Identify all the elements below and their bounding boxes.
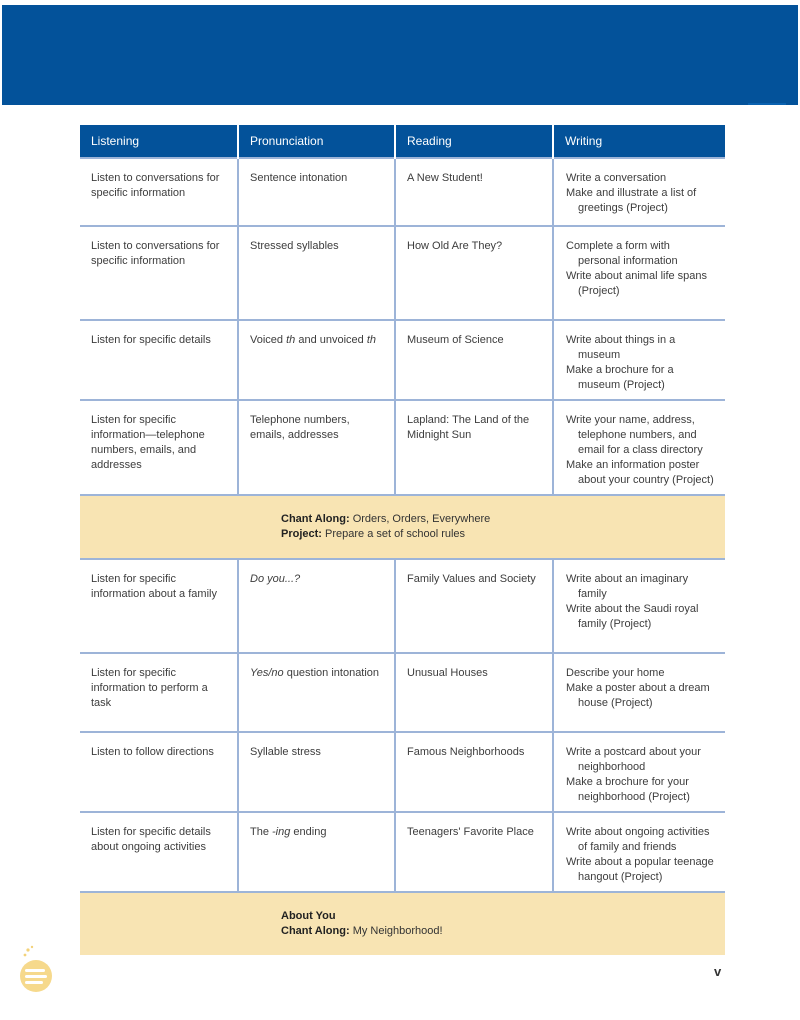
header-row xyxy=(80,125,725,158)
reading-cell: Family Values and Society xyxy=(395,559,553,653)
writing-item: Write a postcard about your neighborhood xyxy=(566,746,701,773)
writing-cell xyxy=(553,320,725,400)
writing-item: Make a brochure for a museum (Project) xyxy=(566,364,674,391)
header-listening: Listening xyxy=(80,125,238,158)
pronunciation-text: Do you...? xyxy=(250,573,301,585)
writing-item: Write about things in a museum xyxy=(566,334,676,361)
page-number: v xyxy=(714,964,722,979)
listening-cell: Listen for specific details about ongoing activities xyxy=(80,812,238,892)
pronunciation-text: Yes/no xyxy=(250,667,284,679)
table-row xyxy=(80,320,725,400)
publisher-logo-icon xyxy=(16,944,56,994)
band-line xyxy=(281,527,725,542)
pronunciation-text: ending xyxy=(290,826,327,838)
writing-item: Write a conversation xyxy=(566,172,667,184)
table-row xyxy=(80,653,725,732)
table-row xyxy=(80,559,725,653)
band-line xyxy=(281,909,725,924)
writing-cell xyxy=(553,653,725,732)
writing-cell xyxy=(553,400,725,495)
listening-cell: Listen to conversations for specific information xyxy=(80,158,238,226)
reading-cell: How Old Are They? xyxy=(395,226,553,320)
listening-cell: Listen for specific information to perform a task xyxy=(80,653,238,732)
writing-cell xyxy=(553,226,725,320)
pronunciation-text: th xyxy=(366,334,377,346)
about-you-band-content xyxy=(80,909,725,939)
project-label: Project: xyxy=(281,528,322,540)
pronunciation-cell xyxy=(238,812,395,892)
pronunciation-text: Syllable stress xyxy=(250,746,321,758)
table-row xyxy=(80,226,725,320)
top-banner xyxy=(2,5,798,105)
table-row xyxy=(80,158,725,226)
writing-item: Write about the Saudi royal family (Project) xyxy=(566,603,699,630)
writing-cell xyxy=(553,732,725,812)
writing-item: Write about a popular teenage hangout (Project) xyxy=(566,856,714,883)
table-row xyxy=(80,812,725,892)
pronunciation-text: question intonation xyxy=(283,667,380,679)
reading-cell: A New Student! xyxy=(395,158,553,226)
pronunciation-cell xyxy=(238,400,395,495)
table-row xyxy=(80,732,725,812)
reading-cell: Teenagers' Favorite Place xyxy=(395,812,553,892)
pronunciation-text: Voiced xyxy=(250,334,287,346)
writing-item: Describe your home xyxy=(566,667,665,679)
scope-and-sequence-table xyxy=(80,125,725,955)
pronunciation-cell xyxy=(238,320,395,400)
reading-cell: Museum of Science xyxy=(395,320,553,400)
project-text: Prepare a set of school rules xyxy=(321,528,466,540)
pronunciation-text: Telephone numbers, emails, addresses xyxy=(250,414,350,441)
header-pronunciation: Pronunciation xyxy=(238,125,395,158)
chant-label: Chant Along: xyxy=(281,513,350,525)
about-you-band-cell xyxy=(80,892,725,955)
writing-item: Write your name, address, telephone numbers, and email for a class directory xyxy=(566,414,703,456)
writing-item: Make a poster about a dream house (Project) xyxy=(566,682,710,709)
writing-item: Write about ongoing activities of family and friends xyxy=(566,826,710,853)
listening-cell: Listen to conversations for specific information xyxy=(80,226,238,320)
band-line xyxy=(281,924,725,939)
pronunciation-text: th xyxy=(286,334,296,346)
chant-text: My Neighborhood! xyxy=(349,925,443,937)
scope-and-sequence-table-wrap xyxy=(80,125,725,955)
listening-cell: Listen to follow directions xyxy=(80,732,238,812)
reading-cell: Unusual Houses xyxy=(395,653,553,732)
writing-item: Complete a form with personal information xyxy=(566,240,678,267)
chant-project-band xyxy=(80,495,725,559)
pronunciation-cell xyxy=(238,732,395,812)
about-you-label: About You xyxy=(281,910,336,922)
pronunciation-text: -ing xyxy=(272,826,291,838)
writing-cell xyxy=(553,812,725,892)
pronunciation-text: and unvoiced xyxy=(295,334,367,346)
writing-item: Write about an imaginary family xyxy=(566,573,689,600)
header-reading: Reading xyxy=(395,125,553,158)
writing-cell xyxy=(553,559,725,653)
banner-notch xyxy=(748,103,786,105)
reading-cell: Lapland: The Land of the Midnight Sun xyxy=(395,400,553,495)
pronunciation-text: The xyxy=(250,826,273,838)
header-writing: Writing xyxy=(553,125,725,158)
writing-item: Make a brochure for your neighborhood (Project) xyxy=(566,776,690,803)
table-body xyxy=(80,158,725,955)
writing-item: Write about animal life spans (Project) xyxy=(566,270,708,297)
chant-text: Orders, Orders, Everywhere xyxy=(349,513,491,525)
pronunciation-cell xyxy=(238,158,395,226)
chant-project-band-content xyxy=(80,512,725,542)
chant-project-band-cell xyxy=(80,495,725,559)
listening-cell: Listen for specific information about a family xyxy=(80,559,238,653)
writing-item: Make and illustrate a list of greetings (Project) xyxy=(566,187,697,214)
table-row xyxy=(80,400,725,495)
listening-cell: Listen for specific information—telephone numbers, emails, and addresses xyxy=(80,400,238,495)
writing-item: Make an information poster about your country (Project) xyxy=(566,459,714,486)
chant-label: Chant Along: xyxy=(281,925,350,937)
pronunciation-cell xyxy=(238,559,395,653)
about-you-band xyxy=(80,892,725,955)
writing-cell xyxy=(553,158,725,226)
listening-cell: Listen for specific details xyxy=(80,320,238,400)
pronunciation-text: Stressed syllables xyxy=(250,240,339,252)
pronunciation-cell xyxy=(238,653,395,732)
pronunciation-text: Sentence intonation xyxy=(250,172,348,184)
reading-cell: Famous Neighborhoods xyxy=(395,732,553,812)
band-line xyxy=(281,512,725,527)
pronunciation-cell xyxy=(238,226,395,320)
